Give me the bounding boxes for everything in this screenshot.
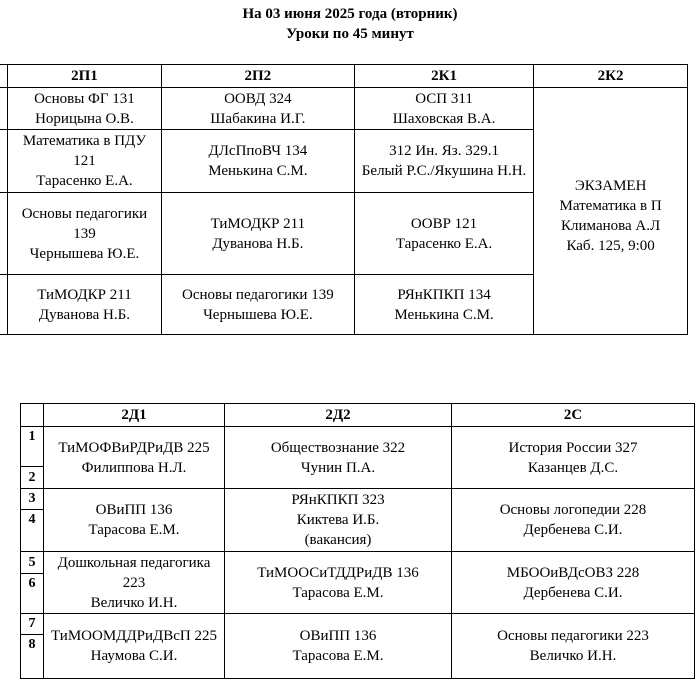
table-row (0, 88, 688, 130)
lesson-cell: История России 327 Казанцев Д.С. (452, 427, 695, 489)
lesson-cell: Основы педагогики 139 Чернышева Ю.Е. (161, 275, 354, 335)
lesson-cell: РЯнКПКП 134 Менькина С.М. (354, 275, 533, 335)
lesson-number-cell (0, 193, 8, 275)
group-header: 2Д1 (44, 404, 225, 427)
lesson-number: 5 (21, 552, 44, 574)
lesson-number-cell (0, 88, 8, 130)
schedule-table-bottom (20, 403, 695, 679)
lesson-number: 4 (21, 510, 44, 552)
lesson-cell: ОВиПП 136 Тарасова Е.М. (225, 614, 452, 679)
number-column-header (0, 65, 8, 88)
lesson-cell: ТиМОДКР 211 Дуванова Н.Б. (161, 193, 354, 275)
lesson-number: 2 (21, 467, 44, 489)
lesson-cell: МБООиВДсОВЗ 228 Дербенева С.И. (452, 552, 695, 614)
lesson-cell: Обществознание 322 Чунин П.А. (225, 427, 452, 489)
lesson-cell: Основы педагогики 223 Величко И.Н. (452, 614, 695, 679)
table-header-row (0, 65, 688, 88)
lesson-number: 8 (21, 635, 44, 679)
lesson-cell: ТиМООСиТДДРиДВ 136 Тарасова Е.М. (225, 552, 452, 614)
lesson-cell: Основы ФГ 131 Норицына О.В. (8, 88, 162, 130)
lesson-cell: ООВР 121 Тарасенко Е.А. (354, 193, 533, 275)
table-row (21, 489, 695, 510)
exam-cell: ЭКЗАМЕН Математика в П Климанова А.Л Каб. 125, 9:00 (534, 88, 688, 335)
group-header: 2Д2 (225, 404, 452, 427)
group-header: 2К1 (354, 65, 533, 88)
table-header-row (21, 404, 695, 427)
lesson-number-cell (0, 275, 8, 335)
group-header: 2П1 (8, 65, 162, 88)
table-row (21, 427, 695, 467)
exam-title: ЭКЗАМЕН (574, 178, 647, 194)
lesson-cell: Основы логопедии 228 Дербенева С.И. (452, 489, 695, 552)
lesson-number: 3 (21, 489, 44, 510)
group-header: 2К2 (534, 65, 688, 88)
lesson-cell: ОВиПП 136 Тарасова Е.М. (44, 489, 225, 552)
lesson-cell: Основы педагогики 139 Чернышева Ю.Е. (8, 193, 162, 275)
lesson-cell: ДЛсПпоВЧ 134 Менькина С.М. (161, 130, 354, 193)
lesson-cell: ТиМОФВиРДРиДВ 225 Филиппова Н.Л. (44, 427, 225, 489)
lesson-cell: ОСП 311 Шаховская В.А. (354, 88, 533, 130)
table-row (21, 552, 695, 574)
schedule-table-top (0, 64, 688, 335)
lesson-cell: ООВД 324 Шабакина И.Г. (161, 88, 354, 130)
group-header: 2С (452, 404, 695, 427)
schedule-header (0, 4, 700, 44)
number-column-header (21, 404, 44, 427)
table-row (21, 614, 695, 635)
lesson-cell: ТиМООМДДРиДВсП 225 Наумова С.И. (44, 614, 225, 679)
lesson-cell: РЯнКПКП 323 Киктева И.Б. (вакансия) (225, 489, 452, 552)
schedule-date: На 03 июня 2025 года (вторник) (242, 6, 458, 22)
lesson-number: 6 (21, 574, 44, 614)
lesson-duration: Уроки по 45 минут (286, 26, 414, 42)
lesson-number: 7 (21, 614, 44, 635)
lesson-cell: Математика в ПДУ 121 Тарасенко Е.А. (8, 130, 162, 193)
lesson-cell: 312 Ин. Яз. 329.1 Белый Р.С./Якушина Н.Н. (354, 130, 533, 193)
lesson-number-cell (0, 130, 8, 193)
group-header: 2П2 (161, 65, 354, 88)
lesson-cell: Дошкольная педагогика 223 Величко И.Н. (44, 552, 225, 614)
lesson-cell: ТиМОДКР 211 Дуванова Н.Б. (8, 275, 162, 335)
lesson-number: 1 (21, 427, 44, 467)
